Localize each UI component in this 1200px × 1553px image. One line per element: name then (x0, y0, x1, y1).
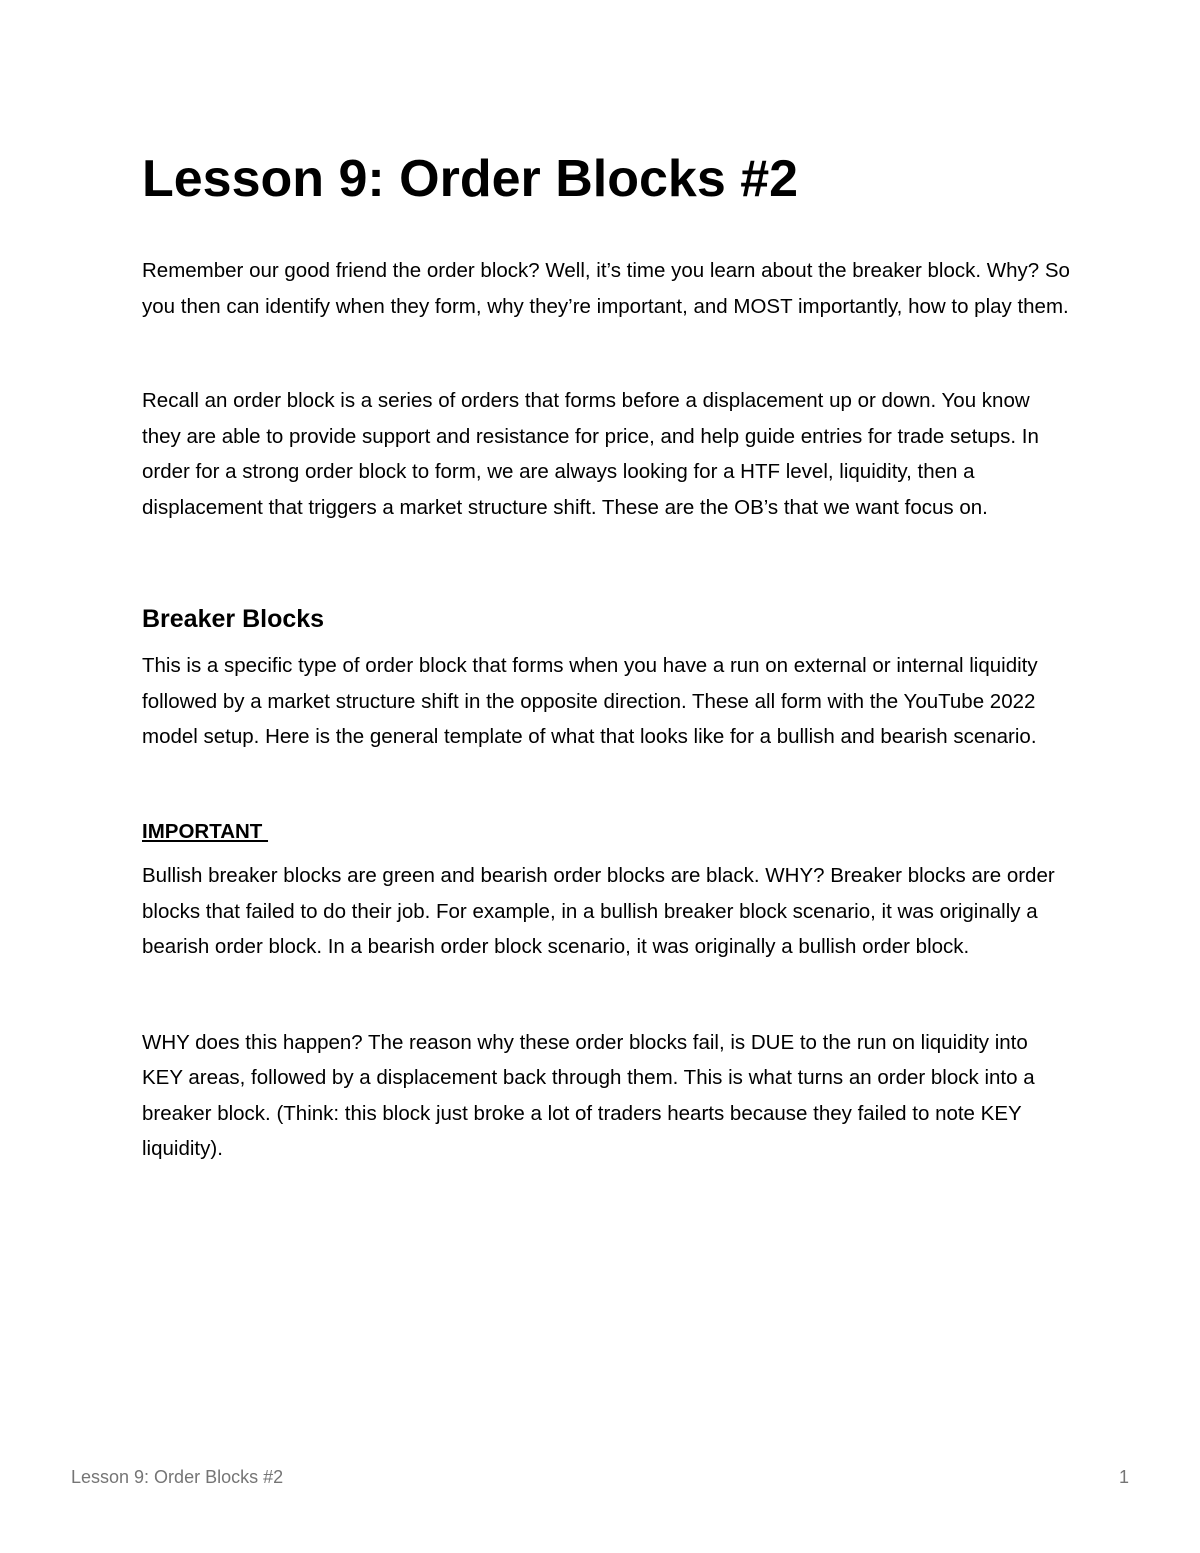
intro-paragraph: Remember our good friend the order block? Well, it’s time you learn about the breaker block. Why? So you then can identify when they form, why they’re important, and MOST importantly, how to play them. (142, 259, 1070, 318)
page-title: Lesson 9: Order Blocks #2 (142, 150, 799, 208)
breaker-color-paragraph: Bullish breaker blocks are green and bearish order blocks are black. WHY? Breaker blocks are order blocks that failed to do their job. For example, in a bullish breaker block scenario, it was originally a bearish order block. In a bearish order block scenario, it was originally a bullish order block. (142, 864, 1055, 958)
why-paragraph: WHY does this happen? The reason why these order blocks fail, is DUE to the run on liquidity into KEY areas, followed by a displacement back through them. This is what turns an order block into a breaker block. (Think: this block just broke a lot of traders hearts because they failed to note KEY liquidity). (142, 1030, 1035, 1160)
section-heading-breaker-blocks: Breaker Blocks (142, 605, 325, 633)
order-block-recall-paragraph: Recall an order block is a series of orders that forms before a displacement up or down. You know they are able to provide support and resistance for price, and help guide entries for trade setups. In order for a strong order block to form, we are always looking for a HTF level, liquidity, then a displacement that triggers a market structure shift. These are the OB’s that we want focus on. (142, 389, 1039, 519)
breaker-block-definition-paragraph: This is a specific type of order block that forms when you have a run on external or internal liquidity followed by a market structure shift in the opposite direction. These all form with the YouTube 2022 model setup. Here is the general template of what that looks like for a bullish and bearish scenario. (142, 654, 1038, 748)
footer-title: Lesson 9: Order Blocks #2 (71, 1467, 284, 1487)
document-body (142, 148, 1072, 1167)
important-label: IMPORTANT (142, 819, 269, 843)
footer-page-number: 1 (1118, 1467, 1129, 1487)
